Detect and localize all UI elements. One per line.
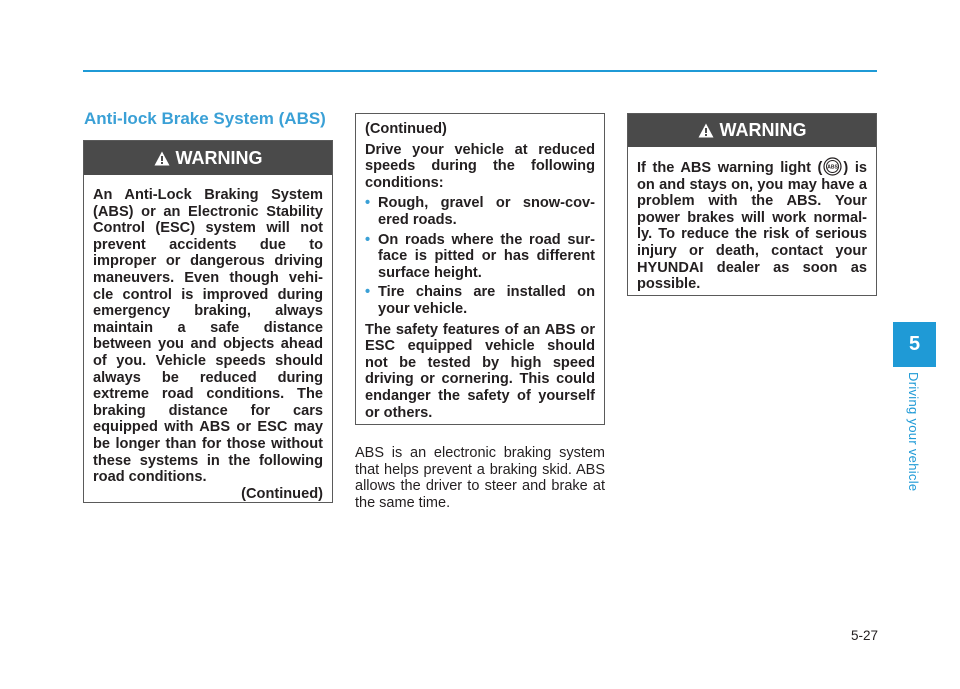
top-rule [83, 70, 877, 72]
warning-label: WARNING [175, 147, 263, 168]
warning-closing: The safety features of an ABS or ESC equipped vehicle should not be tested by high speed driving or cornering. This could endanger the safety of yourself or others. [365, 321, 595, 421]
warning-body [628, 147, 876, 293]
abs-icon-label: ABS [827, 164, 839, 171]
warning-body [356, 114, 604, 421]
warning-header [84, 141, 332, 175]
list-item: • Tire chains are installed on your vehicle. [365, 284, 595, 317]
warning-box-abs-light [627, 113, 877, 296]
chapter-number: 5 [908, 333, 921, 355]
warning-box-continued [355, 113, 605, 425]
warning-body [84, 175, 332, 502]
chapter-tab [893, 322, 936, 367]
warning-label: WARNING [719, 120, 807, 140]
warning-triangle-icon [698, 123, 714, 138]
list-item: • On roads where the road sur-face is pitted or has different surface height. [365, 232, 595, 282]
abs-description: ABS is an electronic braking system that helps prevent a braking skid. ABS allows the driver to steer and brake at the same time. [355, 445, 605, 512]
warning-text-start: If the ABS warning light ( [637, 160, 823, 176]
section-title: Anti-lock Brake System (ABS) [84, 109, 326, 128]
warning-text-end: ) is on and stays on, you may have a problem with the ABS. Your power brakes will work normal-ly. To reduce the risk of serious injury or death, contact your HYUNDAI dealer as soon as possible. [637, 160, 867, 293]
warning-header [628, 114, 876, 147]
warning-box-abs-esc [83, 140, 333, 503]
condition-list [365, 195, 595, 317]
warning-intro: Drive your vehicle at reduced speeds during the following conditions: [365, 141, 595, 191]
warning-text: An Anti-Lock Braking System (ABS) or an Electronic Stability Control (ESC) system will not prevent accidents due to improper or dangerous driving maneuvers. Even though vehi-cle control is improved during emergency braking, always maintain a safe distance between you and objects ahead of you. Vehicle speeds should always be reduced during extreme road conditions. The braking distance for cars equipped with ABS or ESC may be longer than for those without these systems in the following road conditions. [93, 187, 323, 486]
abs-warning-light-icon [823, 157, 842, 176]
page-number: 5-27 [850, 628, 878, 643]
continued-note: (Continued) [241, 485, 323, 502]
warning-triangle-icon [154, 151, 170, 166]
continued-note: (Continued) [365, 121, 447, 137]
list-item: • Rough, gravel or snow-cov-ered roads. [365, 195, 595, 228]
chapter-title: Driving your vehicle [906, 372, 921, 492]
